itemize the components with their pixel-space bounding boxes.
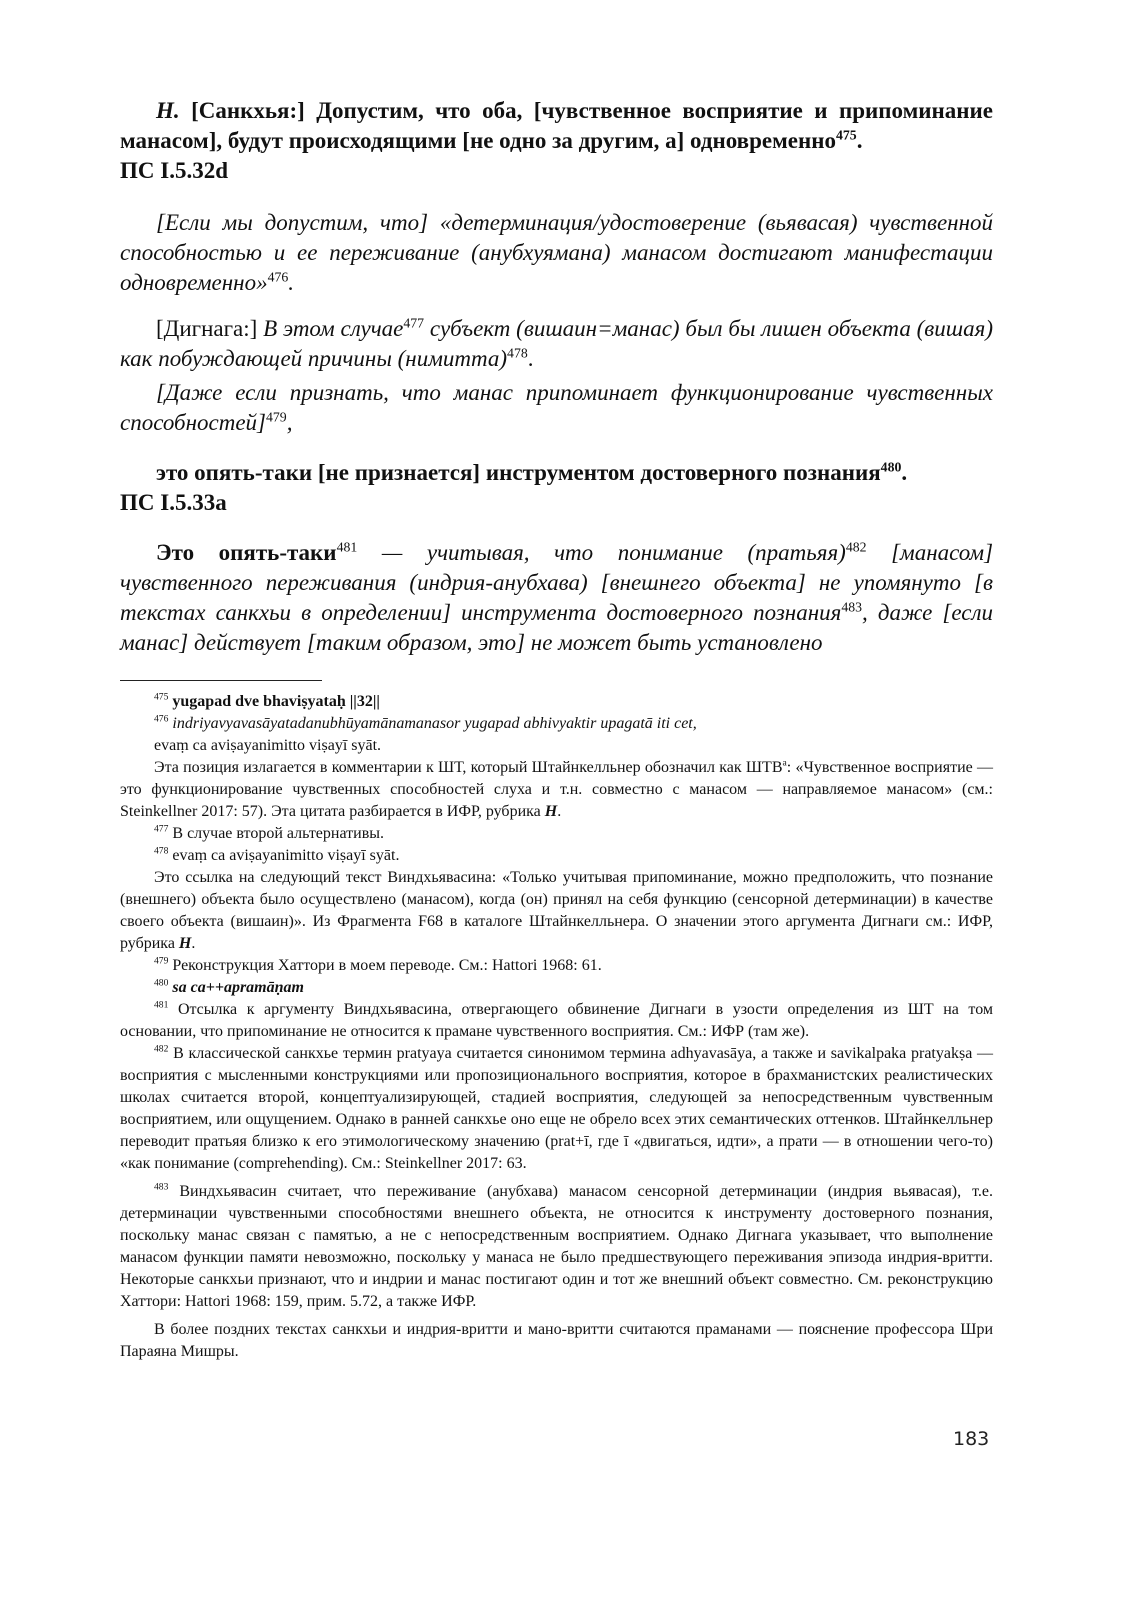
footnote-text: indriyavyavasāyatadanubhūyamānamanasor yugapad abhivyaktir upagatā iti cet, [172, 715, 697, 732]
dignaga-paragraph [120, 314, 993, 374]
footnote-476 [120, 713, 993, 735]
footnote-number: 483 [154, 1181, 169, 1193]
footnote-text: В случае второй альтернативы. [172, 825, 385, 842]
superscript: a [782, 757, 787, 769]
footnote-479 [120, 955, 993, 977]
footnote-text: В более поздних текстах санкхьи и индрия-вритти и мано-вритти считаются праманами — пояснение профессора Шри Параяна Мишры. [120, 1321, 993, 1360]
footnote-text: sa ca++apramāṇam [172, 979, 304, 996]
rubric-label: H [178, 935, 192, 952]
quote-punct-2: , [286, 410, 293, 435]
footnotes [120, 691, 993, 1363]
footnote-478 [120, 845, 993, 867]
footnote-ref-478[interactable]: 478 [507, 345, 528, 361]
footnote-divider [120, 680, 322, 681]
commentary-lead: Это опять-таки [156, 540, 337, 565]
footnote-476-line2 [120, 735, 993, 757]
footnote-text: evaṃ ca aviṣayanimitto viṣayī syāt. [172, 847, 400, 864]
heading-label: H. [156, 98, 180, 123]
punct: . [191, 935, 196, 952]
page-number: 183 [953, 1428, 990, 1450]
heading-text: [Санкхья:] Допустим, что оба, [чувственное восприятие и припоминание манасом], будут происходящими [не одно за другим, а] одновременно [120, 98, 993, 153]
footnote-481 [120, 999, 993, 1043]
footnote-text: Реконструкция Хаттори в моем переводе. См.: Hattori 1968: 61. [172, 957, 602, 974]
rubric-label: H [544, 803, 558, 820]
footnote-483-para [120, 1319, 993, 1363]
footnote-text: В классической санкхье термин pratyaya считается синонимом термина adhyavasāya, а также и savikalpaka pratyakṣa — восприятия с мысленными конструкциями или пропозиционального восприятия, которое в брахманистских реалистических школах считается второй, концептуализирующей, стадией восприятия, следующей за непосредственным чувственным восприятием, или ощущением. Однако в ранней санкхье оно еще не обрело всех этих семантических оттенков. Штайнкелльнер переводит пратьяя близко к его этимологическому значению (prat+ī, где ī «двигаться, идти», а прати — в отношении чего-то) «как понимание (comprehending). См.: Steinkellner 2017: 63. [120, 1045, 994, 1172]
footnote-text: : «Чувственное восприятие — это функционирование чувственных способностей слуха и т.н. совместно с манасом — направляемое манасом» (см.: Steinkellner 2017: 57). Эта цитата разбирается в ИФР, рубрика [120, 759, 994, 820]
dignaga-text-1: В этом случае [263, 316, 404, 341]
footnote-ref-482[interactable]: 482 [845, 539, 867, 555]
footnote-ref-480[interactable]: 480 [880, 459, 902, 475]
punct: . [557, 803, 562, 820]
footnote-482 [120, 1043, 993, 1175]
commentary-text-1: — учитывая, что понимание (пратьяя) [381, 540, 846, 565]
dignaga-punct: . [527, 346, 534, 371]
quote-paragraph-1 [120, 208, 993, 298]
footnote-476-para [120, 757, 993, 823]
footnote-number: 481 [154, 999, 169, 1011]
footnote-ref-479[interactable]: 479 [266, 409, 287, 425]
footnote-478-para [120, 867, 993, 955]
section-heading-1 [120, 96, 993, 186]
footnote-number: 475 [154, 691, 169, 703]
heading-punct: . [856, 128, 863, 153]
footnote-ref-475[interactable]: 475 [835, 127, 857, 143]
heading-reference: ПС I.5.32d [120, 158, 228, 183]
footnote-477 [120, 823, 993, 845]
heading-punct-2: . [901, 460, 908, 485]
commentary-paragraph [120, 538, 993, 658]
section-heading-2 [120, 458, 993, 518]
dignaga-text-2: субъект (вишаин=манас) был бы лишен объекта (вишая) как побуждающей причины (нимитта) [120, 316, 993, 371]
quote-punct: . [288, 270, 295, 295]
footnote-480 [120, 977, 993, 999]
page-body [120, 96, 993, 1363]
heading-text-2: это опять-таки [не признается] инструментом достоверного познания [156, 460, 881, 485]
footnote-number: 480 [154, 977, 169, 989]
footnote-475 [120, 691, 993, 713]
footnote-number: 476 [154, 713, 169, 725]
footnote-text: yugapad dve bhaviṣyataḥ ||32|| [172, 693, 380, 710]
speaker-label: [Дигнага:] [156, 316, 258, 341]
footnote-text: Виндхьявасин считает, что переживание (анубхава) манасом сенсорной детерминации (индрия вьявасая), т.е. детерминации чувственными способностями внешнего объекта, не относится к инструменту достоверного познания, поскольку манас связан с памятью, а не с непосредственным восприятием. Однако Дигнага указывает, что выполнение манасом функции памяти невозможно, поскольку у манаса не было предшествующего переживания эпизода индрия-вритти. Некоторые санкхьи признают, что и индрии и манас постигают один и тот же внешний объект совместно. См. реконструкцию Хаттори: Hattori 1968: 159, прим. 5.72, а также ИФР. [120, 1183, 994, 1310]
footnote-text: evaṃ ca aviṣayanimitto viṣayī syāt. [154, 737, 382, 754]
commentary-text-3: , даже [если манас] действует [таким образом, это] не может быть установлено [120, 600, 993, 655]
footnote-number: 477 [154, 823, 169, 835]
footnote-ref-477[interactable]: 477 [403, 315, 425, 331]
footnote-number: 482 [154, 1043, 169, 1055]
quote-text: [Если мы допустим, что] «детерминация/удостоверение (вьявасая) чувственной способностью и ее переживание (анубхуямана) манасом достигают манифестации одновременно» [120, 210, 993, 295]
footnote-ref-476[interactable]: 476 [267, 269, 289, 285]
footnote-text: Отсылка к аргументу Виндхьявасина, отвергающего обвинение Дигнаги в узости определения из ШТ на том основании, что припоминание не относится к прамане чувственного восприятия. См.: ИФР (там же). [120, 1001, 994, 1040]
footnote-number: 479 [154, 955, 169, 967]
footnote-483 [120, 1181, 993, 1313]
commentary-text-2: [манасом] чувственного переживания (индрия-анубхава) [внешнего объекта] не упомянуто [в текстах санкхьи в определении] инструмента достоверного познания [120, 540, 994, 625]
footnote-ref-483[interactable]: 483 [841, 599, 863, 615]
footnote-number: 478 [154, 845, 169, 857]
footnote-ref-481[interactable]: 481 [336, 539, 358, 555]
footnote-text: Это ссылка на следующий текст Виндхьявасина: «Только учитывая припоминание, можно предположить, что познание (внешнего) объекта было осуществлено (манасом), когда (он) принял на себя функцию (сенсорной детерминации) в качестве своего объекта (вишаин)». Из Фрагмента F68 в каталоге Штайнкелльнера. О значении этого аргумента Дигнаги см.: ИФР, рубрика [120, 869, 993, 952]
quote-text-2: [Даже если признать, что манас припоминает функционирование чувственных способностей] [120, 380, 993, 435]
quote-paragraph-2 [120, 378, 993, 438]
footnote-text: Эта позиция излагается в комментарии к ШТ, который Штайнкелльнер обозначил как ШТВ [154, 759, 783, 776]
heading-reference-2: ПС I.5.33a [120, 490, 227, 515]
